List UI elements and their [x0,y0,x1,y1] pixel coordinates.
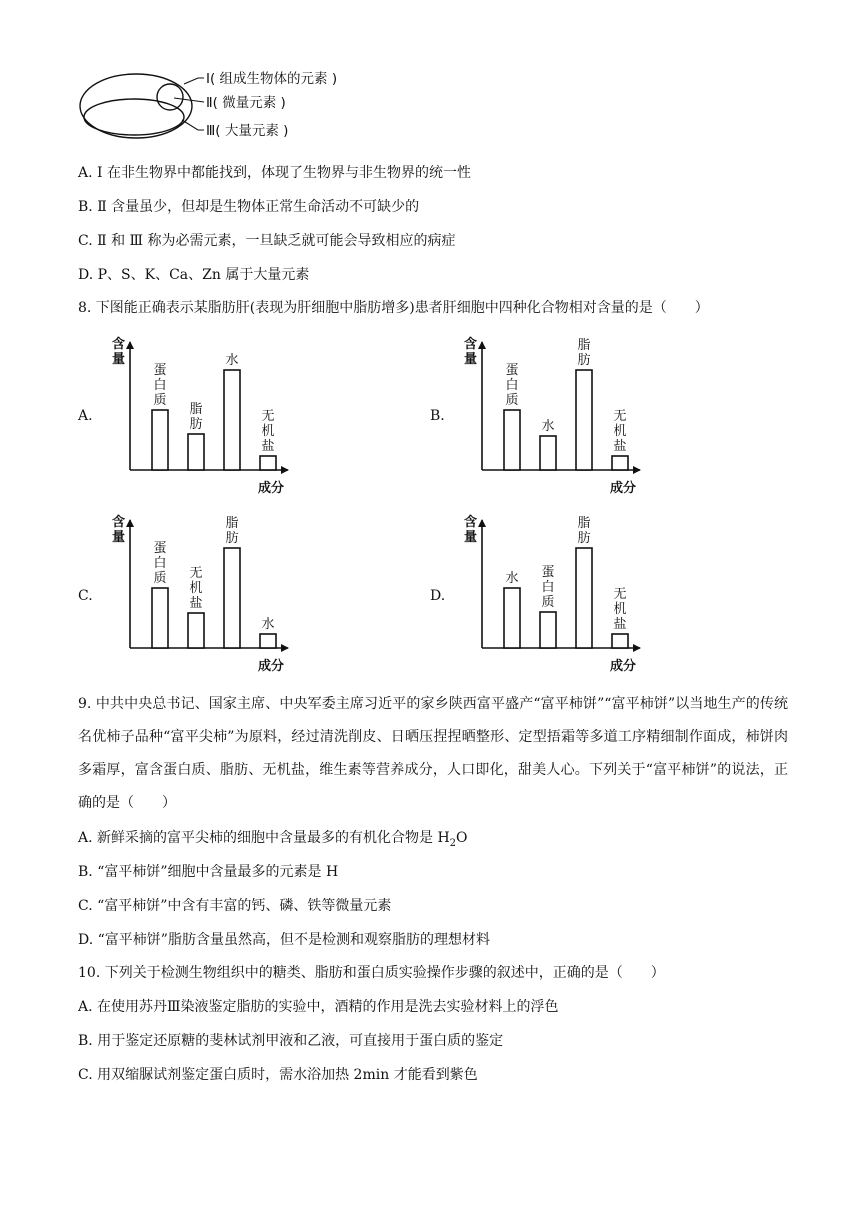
q8-stem: 8. 下图能正确表示某脂肪肝(表现为肝细胞中脂肪增多)患者肝细胞中四种化合物相对含量的是（ ） [78,300,709,316]
bar-2 [188,434,204,470]
venn-small-circle [157,84,183,110]
x-axis-label: 成分 [258,659,285,674]
bar-label-4: 无机盐 [613,409,627,454]
bar-label-3: 水 [225,353,239,368]
q9-option-d[interactable]: D. “富平柿饼”脂肪含量虽然高，但不是检测和观察脂肪的理想材料 [78,932,490,948]
venn-leader-3 [182,120,204,130]
bar-3 [224,548,240,648]
q7-option-c[interactable]: C. Ⅱ 和 Ⅲ 称为必需元素，一旦缺乏就可能会导致相应的病症 [78,233,456,249]
x-axis-label: 成分 [258,481,285,496]
bar-2 [188,613,204,648]
bar-2 [540,612,556,648]
bar-2 [540,436,556,470]
bar-label-4: 无机盐 [261,409,275,454]
y-axis-arrow [126,341,134,349]
q9-option-a-suffix: O [456,830,468,846]
bar-1 [504,588,520,648]
bar-label-2: 蛋白质 [541,565,555,610]
venn-leader-1 [184,78,204,84]
bar-label-1: 蛋白质 [153,541,167,586]
x-axis-arrow [633,644,641,652]
y-axis-arrow [478,519,486,527]
q9-option-c[interactable]: C. “富平柿饼”中含有丰富的钙、磷、铁等微量元素 [78,898,392,914]
bar-4 [260,634,276,648]
bar-label-4: 无机盐 [613,587,627,632]
bar-label-2: 无机盐 [189,566,203,611]
q9-option-b[interactable]: B. “富平柿饼”细胞中含量最多的元素是 H [78,864,339,880]
bar-1 [152,588,168,648]
chart-option-b [452,330,652,500]
q8-option-c-label[interactable]: C. [78,588,93,604]
bar-label-1: 蛋白质 [153,363,167,408]
x-axis-arrow [281,466,289,474]
q10-stem: 10. 下列关于检测生物组织中的糖类、脂肪和蛋白质实验操作步骤的叙述中，正确的是（ ） [78,965,665,981]
q10-option-a[interactable]: A. 在使用苏丹Ⅲ染液鉴定脂肪的实验中，酒精的作用是洗去实验材料上的浮色 [78,999,559,1015]
chart-option-c [100,508,300,680]
venn-label-2: Ⅱ( 微量元素 ) [206,95,286,111]
venn-label-1: Ⅰ( 组成生物体的元素 ) [206,71,338,87]
bar-label-3: 脂肪 [225,516,239,546]
bar-4 [260,456,276,470]
q10-option-b[interactable]: B. 用于鉴定还原糖的斐林试剂甲液和乙液，可直接用于蛋白质的鉴定 [78,1033,504,1049]
q8-option-b-label[interactable]: B. [430,408,445,424]
q9-option-a-text: A. 新鲜采摘的富平尖柿的细胞中含量最多的有机化合物是 H [78,830,450,846]
q10-option-c[interactable]: C. 用双缩脲试剂鉴定蛋白质时，需水浴加热 2min 才能看到紫色 [78,1067,478,1083]
bar-4 [612,456,628,470]
bar-label-4: 水 [261,617,275,632]
chart-option-d [452,508,652,680]
chart-option-a [100,330,300,500]
venn-large-ellipse [84,99,184,135]
y-axis-label: 含量 [112,337,126,367]
bar-3 [576,548,592,648]
bar-label-1: 水 [505,571,519,586]
element-venn-diagram [78,62,378,152]
bar-label-3: 脂肪 [577,516,591,546]
q7-option-a[interactable]: A. Ⅰ 在非生物界中都能找到，体现了生物界与非生物界的统一性 [78,165,471,181]
x-axis-arrow [633,466,641,474]
bar-4 [612,634,628,648]
x-axis-label: 成分 [610,481,637,496]
y-axis-arrow [126,519,134,527]
y-axis-label: 含量 [112,515,126,545]
y-axis-arrow [478,341,486,349]
q8-option-d-label[interactable]: D. [430,588,446,604]
x-axis-label: 成分 [610,659,637,674]
x-axis-arrow [281,644,289,652]
y-axis-label: 含量 [464,515,478,545]
venn-label-3: Ⅲ( 大量元素 ) [206,123,289,139]
bar-label-2: 水 [541,419,555,434]
bar-label-1: 蛋白质 [505,363,519,408]
bar-label-2: 脂肪 [189,402,203,432]
bar-1 [504,410,520,470]
y-axis-label: 含量 [464,337,478,367]
venn-leader-2 [174,98,204,102]
bar-1 [152,410,168,470]
bar-label-3: 脂肪 [577,338,591,368]
bar-3 [576,370,592,470]
q7-option-b[interactable]: B. Ⅱ 含量虽少，但却是生物体正常生命活动不可缺少的 [78,199,420,215]
q8-option-a-label[interactable]: A. [78,408,93,424]
q9-option-a-subscript: 2 [449,837,457,849]
bar-3 [224,370,240,470]
q9-stem: 9. 中共中央总书记、国家主席、中央军委主席习近平的家乡陕西富平盛产“富平柿饼”“富平柿饼”以当地生产的传统名优柿子品种“富平尖柿”为原料，经过清洗削皮、日晒压捏捏晒整形、定型捂霜等多道工序精细制作面成，柿饼肉多霜厚，富含蛋白质、脂肪、无机盐，维生素等营养成分，人口即化，甜美人心。下列关于“富平柿饼”的说法，正确的是（ ） [78,696,788,811]
q7-option-d[interactable]: D. P、S、K、Ca、Zn 属于大量元素 [78,267,310,283]
q9-option-a[interactable] [78,828,468,854]
